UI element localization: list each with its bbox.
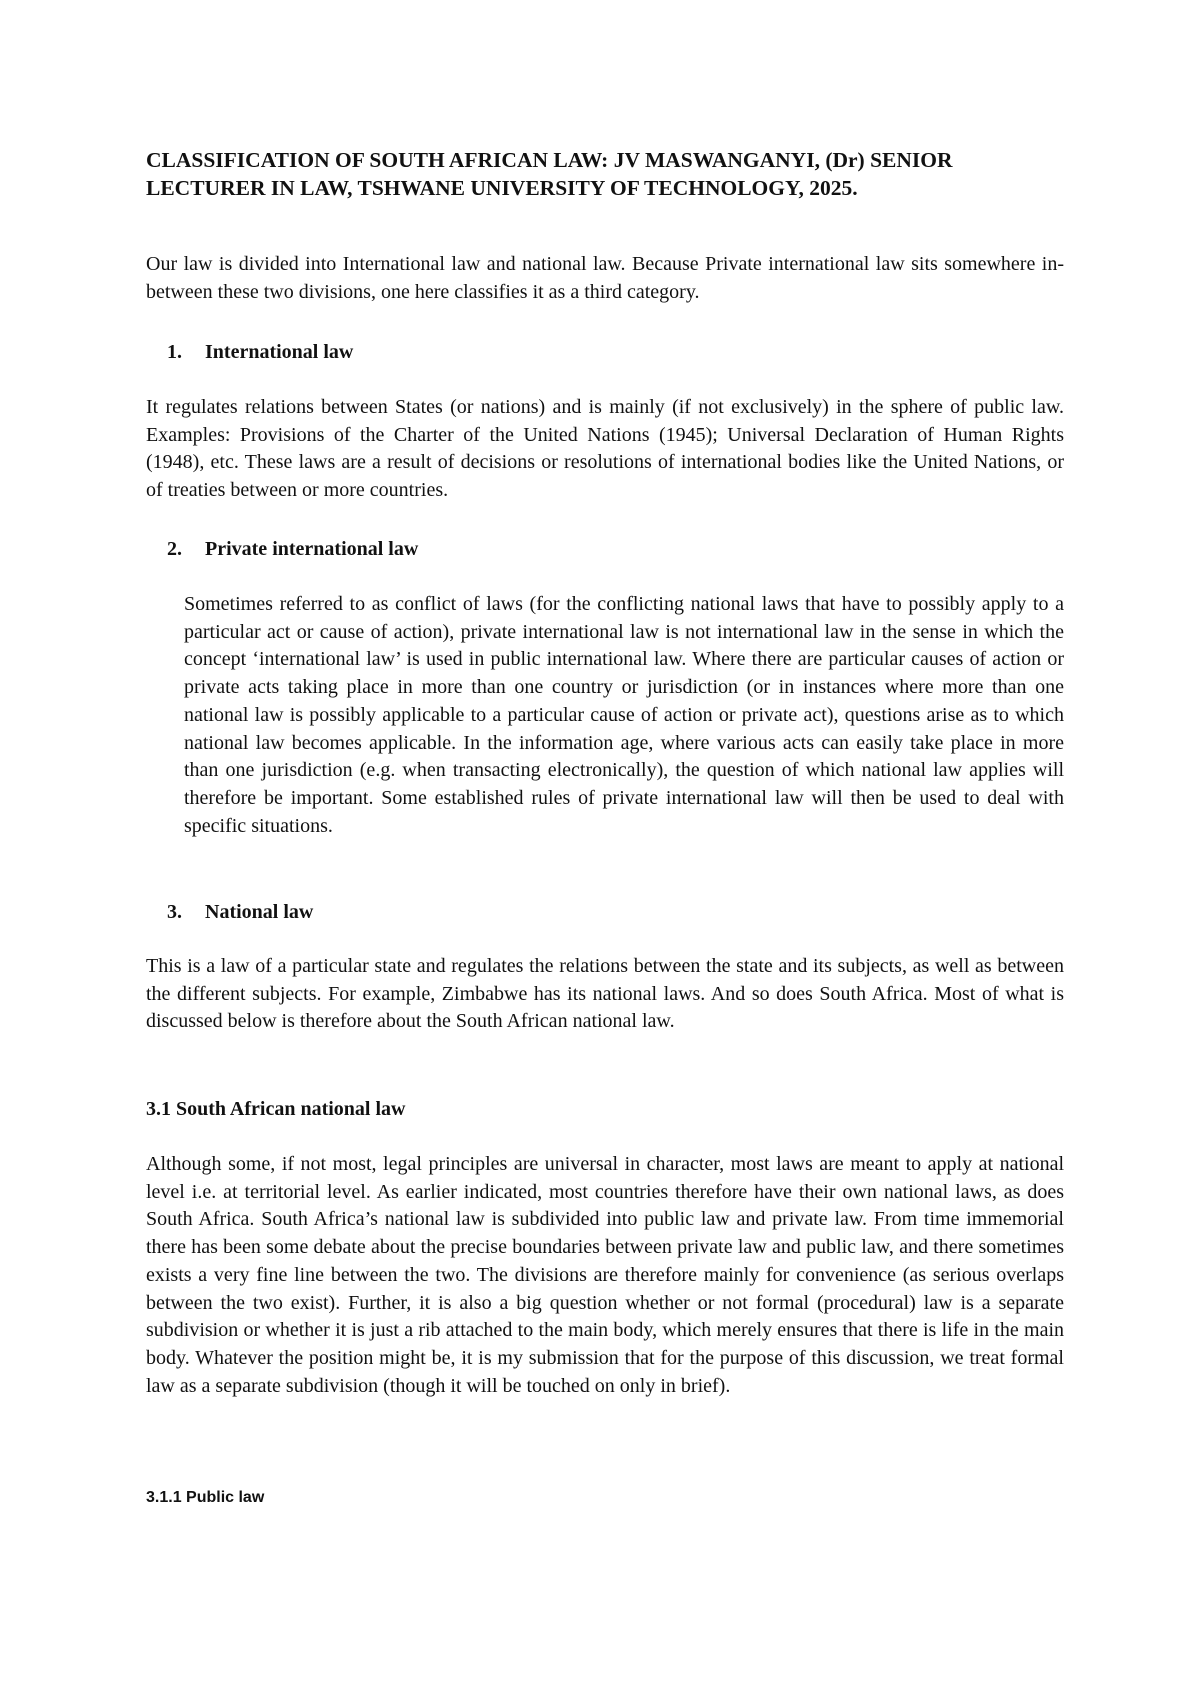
section-title: International law [205,341,354,363]
section-number: 2. [167,538,182,560]
section-heading-international-law [167,338,353,366]
section-heading-private-international-law [167,535,418,563]
section-heading-national-law [167,898,313,926]
section-body-private-international-law: Sometimes referred to as conflict of laws (for the conflicting national laws that have to possibly apply to a particular act or cause of action), private international law is not international law in the sense in which the concept ‘international law’ is used in public international law. Where there are particular causes of action or private acts taking place in more than one country or jurisdiction (or in instances where more than one national law is possibly applicable to a particular cause of action or private act), questions arise as to which national law becomes applicable. In the information age, where various acts can easily take place in more than one jurisdiction (e.g. when transacting electronically), the question of which national law applies will therefore be important. Some established rules of private international law will then be used to deal with specific situations. [184,593,1064,837]
intro-paragraph: Our law is divided into International law and national law. Because Private international law sits somewhere in-between these two divisions, one here classifies it as a third category. [146,253,1064,303]
section-title: National law [205,901,314,923]
section-number: 3. [167,901,182,923]
section-number: 1. [167,341,182,363]
subsubsection-heading-public-law: 3.1.1 Public law [146,1489,265,1506]
subsection-heading-south-african-national-law: 3.1 South African national law [146,1098,406,1120]
document-title: CLASSIFICATION OF SOUTH AFRICAN LAW: JV MASWANGANYI, (Dr) SENIOR LECTURER IN LAW, TSHWANE UNIVERSITY OF TECHNOLOGY, 2025. [146,148,953,200]
section-body-international-law: It regulates relations between States (or nations) and is mainly (if not exclusively) in the sphere of public law. Examples: Provisions of the Charter of the United Nations (1945); Universal Declaration of Human Rights (1948), etc. These laws are a result of decisions or resolutions of international bodies like the United Nations, or of treaties between or more countries. [146,396,1064,502]
section-body-national-law: This is a law of a particular state and regulates the relations between the state and its subjects, as well as between the different subjects. For example, Zimbabwe has its national laws. And so does South Africa. Most of what is discussed below is therefore about the South African national law. [146,955,1064,1033]
section-title: Private international law [205,538,419,560]
subsection-body-south-african-national-law: Although some, if not most, legal principles are universal in character, most laws are meant to apply at national level i.e. at territorial level. As earlier indicated, most countries therefore have their own national laws, as does South Africa. South Africa’s national law is subdivided into public law and private law. From time immemorial there has been some debate about the precise boundaries between private law and public law, and there sometimes exists a very fine line between the two. The divisions are therefore mainly for convenience (as serious overlaps between the two exist). Further, it is also a big question whether or not formal (procedural) law is a separate subdivision or whether it is just a rib attached to the main body, which merely ensures that there is life in the main body. Whatever the position might be, it is my submission that for the purpose of this discussion, we treat formal law as a separate subdivision (though it will be touched on only in brief). [146,1153,1064,1397]
